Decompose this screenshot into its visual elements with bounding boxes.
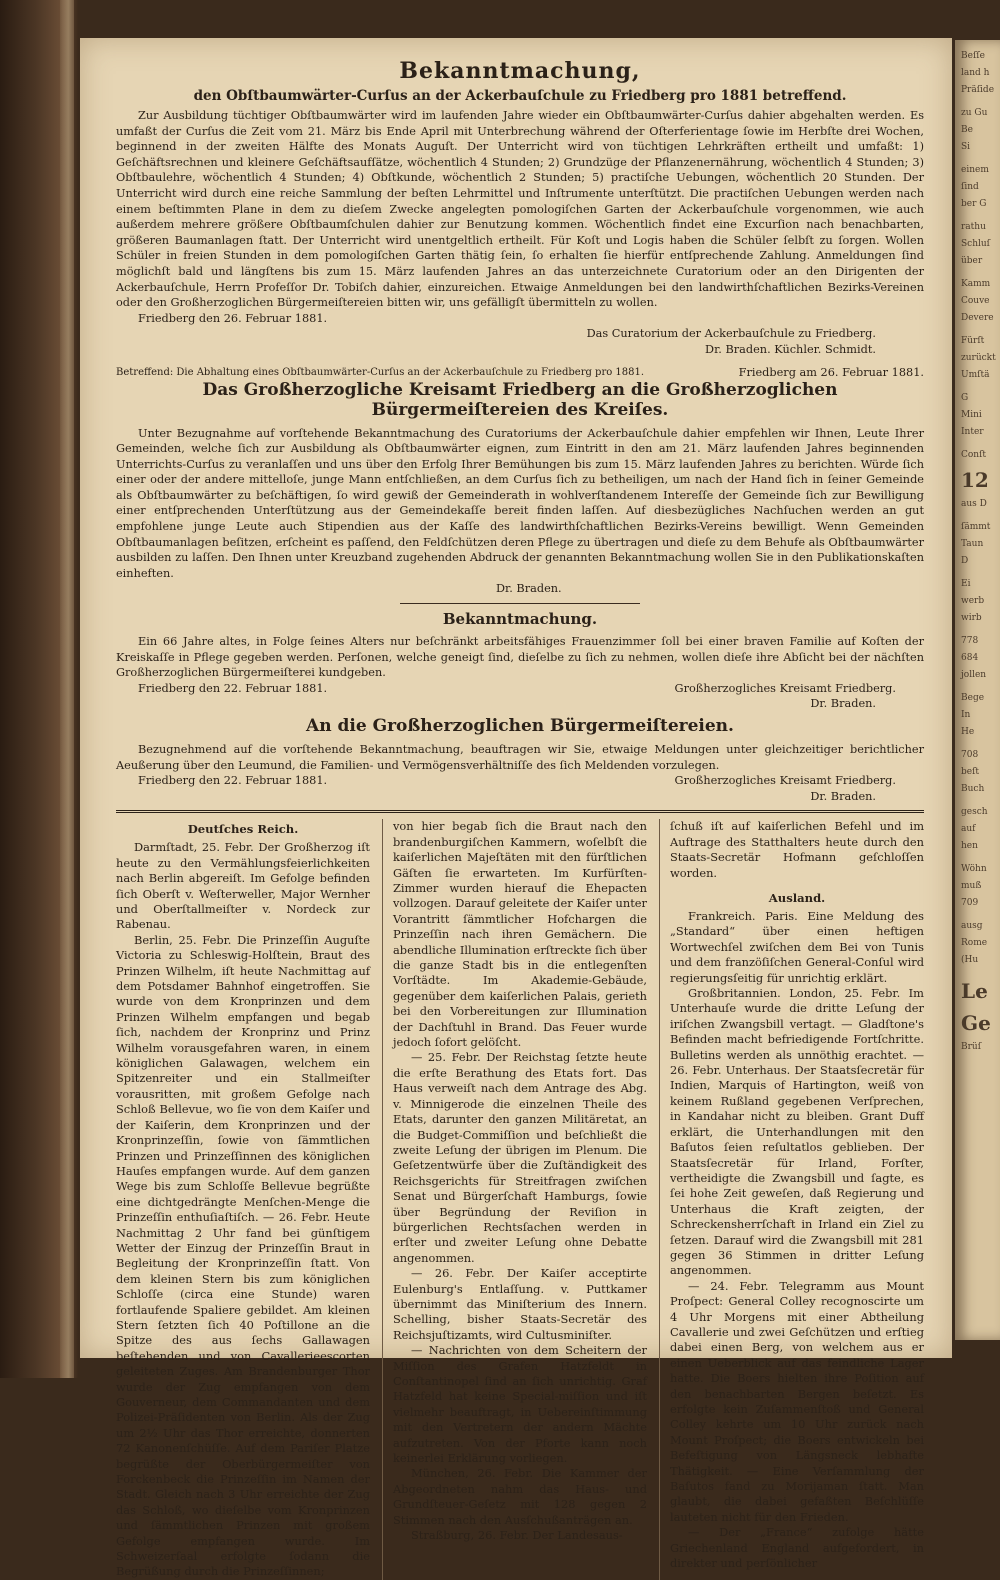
adjacent-page-fragment: werb [961,596,985,606]
notice2-body: Unter Bezugnahme auf vorſtehende Bekanntmachung des Curatoriums der Ackerbauſchule dahier empfehlen wir Ihnen, Leute Ihrer Gemeinden, welche ſich zur Ausbildung als Obſtbaumwärter eignen, zum Eintritt in den am 21. März laufenden Jahres beginnenden Unterrichts-Curſus zu veranlaſſen und uns über den Erfolg Ihrer Bemühungen bis zum 15. März laufenden Jahres zu berichten. Würde ſich einer oder der andere mittelloſe, junge Mann entſchließen, an dem Curſus ſich zu betheiligen, um nach der Hand ſich in ſeiner Gemeinde als Obſtbaumwärter zu beſchäftigen, ſo wird gewiß der Gemeinderath in wohlverſtandenem Intereſſe der Gemeinde ſich zur Bewilligung einer entſprechenden Unterſtützung aus der Gemeindekaſſe bereit finden laſſen. Auf diesbezügliches Nachſuchen werden an gut empfohlene junge Leute auch Stipendien aus der Kaſſe des landwirthſchaftlichen Bezirks-Vereins bewilligt. Wenn Gemeinden Obſtbaumanlagen beſitzen, erſcheint es paſſend, den Feldſchützen deren Pflege zu übertragen und dieſe zu dem Behufe als Obſtbaumwärter ausbilden zu laſſen. Den Ihnen unter Kreuzband zugehenden Abdruck der genannten Bekanntmachung wollen Sie in den Publikationskaſten einheften. [116,426,924,580]
notice4-signature: Dr. Braden. [810,789,876,803]
column3-paragraph: Großbritannien. London, 25. Febr. Im Unterhauſe wurde die dritte Leſung der iriſchen Zwangsbill vertagt. — Gladſtone's Befinden macht befriedigende Fortſchritte. Bulletins werden als unnöthig erachtet. — 26. Febr. Unterhaus. Der Staatsſecretär für Indien, Marquis of Hartington, weiß von keinem Rußland gegebenen Verſprechen, in Kandahar nicht zu bleiben. Grant Duff erklärt, die Unterhandlungen mit den Baſutos ſeien reſultatlos geblieben. Der Staatsſecretär für Irland, Forſter, vertheidigte die Zwangsbill und ſagte, es ſei hohe Zeit geweſen, daß Regierung und Unterhaus die Kraft zeigten, der Schreckensherrſchaft in Irland ein Ziel zu ſetzen. Darauf wird die Zwangsbill mit 281 gegen 36 Stimmen in dritter Leſung angenommen. [670,986,924,1278]
adjacent-page-fragment: 709 [961,898,979,908]
adjacent-page-fragment: ſind [961,182,979,192]
notice4-place-date: Friedberg den 22. Februar 1881. [138,774,328,788]
adjacent-page-fragment: Schluſ [961,239,991,249]
adjacent-page-fragment: ſämmt [961,522,991,532]
adjacent-page-fragment: gesch [961,807,988,817]
double-rule [116,810,924,813]
notice4-body: Bezugnehmend auf die vorſtehende Bekanntmachung, beauftragen wir Sie, etwaige Meldungen unter gleichzeitiger berichtlicher Aeußerung über den Leumund, die Familien- und Vermögensverhältniſſe des ſich Meldenden vorzulegen. [116,743,924,772]
adjacent-page-fragment: Buch [961,784,985,794]
adjacent-page-fragment: Bege [961,693,985,703]
notice3-signature: Dr. Braden. [810,697,876,711]
adjacent-page-fragment: wirb [961,613,982,623]
notice3-body: Ein 66 Jahre altes, in Folge ſeines Alters nur beſchränkt arbeitsfähiges Frauenzimmer ſoll bei einer braven Familie auf Koſten der Kreiskaſſe in Pflege gegeben werden. Perſonen, welche geneigt ſind, dieſelbe zu ſich zu nehmen, wollen dieſe ihre Abſicht bei der nächſten Großherzoglichen Bürgermeiſterei kundgeben. [116,635,924,680]
notice1-signatures: Dr. Braden. Küchler. Schmidt. [705,342,876,356]
column2-paragraph: München, 26. Febr. Die Kammer der Abgeordneten nahm das Haus- und Grundſteuer-Geſetz mit 128 gegen 2 Stimmen nach den Ausſchußanträgen an. [393,1466,647,1527]
adjacent-page-fragment: über [961,256,983,266]
notice3-title: Bekanntmachung. [442,610,598,629]
column2-paragraph: — Nachrichten von dem Scheitern der Miſſion des Grafen Hatzfeldt in Conſtantinopel ſind an ſich unrichtig. Graf Hatzfeld hat keine Special-miſſion und iſt vielmehr beauftragt, in Uebereinſtimmung mit den Vertretern der andern Mächte aufzutreten. Von der Pforte kann noch keinerlei Erklärung vorliegen. [393,1343,647,1466]
adjacent-page-fragment: einem [961,165,989,175]
notice2-title: Das Großherzogliche Kreisamt Friedberg an die Großherzoglichen Bürgermeiſtereien des Kreiſes. [202,379,838,420]
adjacent-page-fragment: Beſſe [961,51,985,61]
notice1-subtitle: den Obſtbaumwärter-Curſus an der Ackerbauſchule zu Friedberg pro 1881 betreffend. [193,88,847,104]
adjacent-page-fragment: zu Gu [961,108,988,118]
adjacent-page-fragment: rathu [961,222,986,232]
column3-paragraph: — Der „France“ zufolge hätte Griechenland England aufgefordert, in direkter und perſönlicher [670,1525,924,1571]
adjacent-page-fragment: Conſt [961,450,987,460]
notice1-footer [116,311,924,327]
page-content [116,54,924,1580]
adjacent-page-fragment: jollen [961,670,987,680]
adjacent-page-fragment: beſt [961,767,980,777]
adjacent-page-fragment: ausg [961,921,983,931]
column2-paragraph: — 26. Febr. Der Kaiſer acceptirte Eulenburg's Entlaſſung. v. Puttkamer übernimmt das Miniſterium des Innern. Schelling, bisher Staats-Secretär des Reichsjuſtizamts, wird Cultusminiſter. [393,1266,647,1342]
column3-paragraph: Frankreich. Paris. Eine Meldung des „Standard“ über einen heftigen Wortwechſel zwiſchen dem Bei von Tunis und dem franzöſiſchen General-Conſul wird regierungsſeitig für unrichtig erklärt. [670,909,924,985]
adjacent-page-fragment: muß [961,881,982,891]
adjacent-page-fragment: Le [961,979,988,1003]
adjacent-page-fragment: Devere [961,313,994,323]
adjacent-page-fragment: Mini [961,410,982,420]
notice4-footer [116,773,924,789]
notice1-body: Zur Ausbildung tüchtiger Obſtbaumwärter wird im laufenden Jahre wieder ein Obſtbaumwärter-Curſus dahier abgehalten werden. Es umfaßt der Curſus die Zeit vom 21. März bis Ende April mit Unterbrechung während der Oſterferientage ſowie im Herbſte drei Wochen, beginnend in der zweiten Hälfte des Monats Auguſt. Der Unterricht wird von tüchtigen Lehrkräften ertheilt und umfaßt: 1) Geſchäftsrechnen und kleinere Geſchäftsaufſätze, wöchentlich 4 Stunden; 2) Grundzüge der Pflanzenernährung, wöchentlich 4 Stunden; 3) Obſtbaulehre, wöchentlich 4 Stunden; 4) Obſtkunde, wöchentlich 2 Stunden; 5) practiſche Uebungen, wöchentlich 20 Stunden. Der Unterricht wird durch eine reiche Sammlung der beſten Lehrmittel und Inſtrumente unterſtützt. Die practiſchen Uebungen werden nach einem beſtimmten Plane in dem zu dieſem Zwecke angelegten pomologiſchen Garten der Ackerbauſchule vorgenommen, wie auch außerdem mehrere größere Obſtbaumſchulen dahier zur Benutzung kommen. Wöchentlich findet eine Excurſion nach benachbarten, größeren Baumanlagen ſtatt. Der Unterricht wird unentgeltlich ertheilt. Für Koſt und Logis haben die Schüler ſelbſt zu ſorgen. Wollen Schüler in freien Stunden in dem pomologiſchen Garten thätig ſein, ſo erhalten ſie hierfür entſprechende Zahlung. Anmeldungen ſind möglichſt bald und längſtens bis zum 15. März laufenden Jahres an das unterzeichnete Curatorium oder an den Dirigenten der Ackerbauſchule, Herrn Profeſſor Dr. Tobiſch dahier, einzureichen. Etwaige Anmeldungen bei den landwirthſchaftlichen Bezirks-Vereinen oder den Großherzoglichen Bürgermeiſtereien bitten wir, uns gefälligſt übermitteln zu wollen. [116,109,924,310]
adjacent-page-fragment: He [961,727,975,737]
section-divider [400,603,640,604]
adjacent-page-fragment: Wöhn [961,864,987,874]
column3-heading: Ausland. [768,891,826,905]
newspaper-page [80,38,952,1579]
column3-paragraph: ſchuß iſt auf kaiſerlichen Befehl und im Auftrage des Statthalters heute durch den Staats-Secretär Hofmann geſchloſſen worden. [670,819,924,880]
adjacent-page-fragment: Rome [961,938,988,948]
adjacent-page-fragment: hen [961,841,978,851]
adjacent-page-fragment: Taun [961,539,984,549]
column-2 [382,819,647,1580]
adjacent-page-fragment: auf [961,824,976,834]
notice3-issuer: Großherzogliches Kreisamt Friedberg. [674,681,896,695]
adjacent-page-fragment: 778 [961,636,979,646]
adjacent-page-fragment: (Hu [961,955,979,965]
column2-paragraph: von hier begab ſich die Braut nach den brandenburgiſchen Kammern, woſelbſt die kaiſerlichen Majeſtäten mit den fürſtlichen Gäſten ſie erwarteten. Im Kurfürſten-Zimmer wurden hierauf die Ehepacten vollzogen. Darauf geleitete der Kaiſer unter Vorantritt ſämmtlicher Hofchargen die Prinzeſſin nach ihren Gemächern. Die abendliche Illumination erſtreckte ſich über die ganze Stadt bis in die entlegenſten Vorſtädte. Im Akademie-Gebäude, gegenüber dem kaiſerlichen Palais, gerieth bei den Vorbereitungen zur Illumination der Dachſtuhl in Brand. Das Feuer wurde jedoch ſofort gelöſcht. [393,819,647,1050]
adjacent-page-strip [955,40,1000,1340]
page-edge [60,0,74,1378]
adjacent-page-fragment: Kamm [961,279,991,289]
notice2-signature: Dr. Braden. [496,582,562,596]
adjacent-page-fragment: Brüſ [961,1042,982,1052]
adjacent-page-fragment: 12 [961,468,989,492]
notice3-footer [116,681,924,697]
notice1-place-date: Friedberg den 26. Februar 1881. [138,311,328,325]
notice2-ref: Betreffend: Die Abhaltung eines Obſtbaumwärter-Curſus an der Ackerbauſchule zu Friedberg pro 1881. [116,366,645,378]
column-1 [116,819,370,1580]
column2-paragraph: — 25. Febr. Der Reichstag ſetzte heute die erſte Berathung des Etats fort. Das Haus verweiſt nach dem Antrage des Abg. v. Minnigerode die einzelnen Theile des Etats, darunter den ganzen Militäretat, an die Budget-Commiſſion und beſchließt die zweite Leſung der übrigen im Plenum. Die Geſetzentwürfe über die Zuſtändigkeit des Reichsgerichts für Streitfragen zwiſchen Senat und Bürgerſchaft Hamburgs, ſowie über Begründung der Reviſion in bürgerlichen Rechtsſachen werden in erſter und zweiter Leſung ohne Debatte angenommen. [393,1050,647,1265]
column2-paragraph: Straßburg, 26. Febr. Der Landesaus- [411,1528,623,1543]
adjacent-page-fragment: Ei [961,579,971,589]
adjacent-page-fragment: aus D [961,499,987,509]
notice4-issuer: Großherzogliches Kreisamt Friedberg. [674,774,896,788]
news-columns [116,819,924,1580]
adjacent-page-fragment: Ge [961,1011,991,1035]
notice3-place-date: Friedberg den 22. Februar 1881. [138,681,328,695]
notice2-ref-row [116,366,924,380]
adjacent-page-fragment: Umſtä [961,370,990,380]
adjacent-page-fragment: 684 [961,653,979,663]
adjacent-page-fragment: ber G [961,199,987,209]
adjacent-page-fragment: Be [961,125,973,135]
adjacent-page-fragment: Fürſt [961,336,985,346]
adjacent-page-fragment: zurückt [961,353,996,363]
adjacent-page-fragment: D [961,556,969,566]
column1-paragraph: Berlin, 25. Febr. Die Prinzeſſin Auguſte Victoria zu Schleswig-Holſtein, Braut des Prinzen Wilhelm, iſt heute Nachmittag auf dem Potsdamer Bahnhof eingetroffen. Sie wurde von dem Kronprinzen und dem Prinzen Wilhelm empfangen und begab ſich, nachdem der Kronprinz und Prinz Wilhelm vorausgefahren waren, in einem königlichen Galawagen, welchem ein Spitzenreiter und ein Stallmeiſter vorausritten, mit großem Gefolge nach Schloß Bellevue, wo ſie von dem Kaiſer und der Kaiſerin, dem Kronprinzen und der Kronprinzeſſin, ſowie von ſämmtlichen Prinzen und Prinzeſſinnen des königlichen Hauſes empfangen wurde. Auf dem ganzen Wege bis zum Schloſſe Bellevue begrüßte eine dichtgedrängte Menſchen-Menge die Prinzeſſin enthuſiaſtiſch. — 26. Febr. Heute Nachmittag 2 Uhr fand bei günſtigem Wetter der Einzug der Prinzeſſin Braut in Begleitung der Kronprinzeſſin ſtatt. Von dem kleinen Stern bis zum königlichen Schloſſe (circa eine Stunde) waren fortlaufende Spaliere gebildet. Am kleinen Stern ſetzten ſich 40 Poſtillone an die Spitze des aus ſechs Gallawagen beſtehenden und von Cavallerieescorten geleiteten Zuges. Am Brandenburger Thor wurde der Zug empfangen von dem Gouverneur, dem Commandanten und dem Polizei-Präſidenten von Berlin. Als der Zug um 2½ Uhr das Thor erreichte, donnerten 72 Kanonenſchüſſe. Auf dem Pariſer Platze begrüßte der Oberbürgermeiſter von Forckenbeck die Prinzeſſin im Namen der Stadt. Gleich nach 3 Uhr erreichte der Zug das Schloß, wo dieſelbe vom Kronprinzen und ſämmtlichen Prinzen mit großem Gefolge empfangen wurde. Im Schweizerſaal erfolgte ſodann die Begrüßung durch die Prinzeſſinnen; [116,932,370,1579]
notice1-issuer: Das Curatorium der Ackerbauſchule zu Friedberg. [586,327,876,341]
column-3 [659,819,924,1580]
adjacent-page-fragment: Präſide [961,85,995,95]
adjacent-page-fragment: land h [961,68,990,78]
adjacent-page-fragment: In [961,710,971,720]
adjacent-page-fragment: 708 [961,750,979,760]
adjacent-page-fragment: G [961,393,969,403]
column1-paragraph: Darmſtadt, 25. Febr. Der Großherzog iſt heute zu den Vermählungsfeierlichkeiten nach Berlin abgereiſt. Im Gefolge befinden ſich Oberſt v. Weſterweller, Major Wernher und Oberſtallmeiſter v. Nordeck zur Rabenau. [116,840,370,932]
column3-paragraph: — 24. Febr. Telegramm aus Mount Proſpect: General Colley recognoscirte um 4 Uhr Morgens mit einer Abtheilung Cavallerie und zwei Geſchützen und erſtieg dabei einen Berg, von welchem aus er einen Ueberblick auf das feindliche Lager hatte. Die Boers hielten ihre Poſition auf den benachbarten Bergen beſetzt. Es erfolgte kein Zuſammenſtoß und General Colley kehrte um 10 Uhr zurück nach Mount Proſpect; die Boers entwickeln bei Befeſtigung von Längsneck lebhafte Thätigkeit. — Eine Verſammlung der Baſutos fand zu Morijaman ſtatt. Man glaubt, die dabei gefaßten Beſchlüſſe lauteten nicht für den Frieden. [670,1278,924,1524]
adjacent-page-fragment: Couve [961,296,990,306]
adjacent-page-fragment: Si [961,142,971,152]
notice1-title: Bekanntmachung, [399,58,641,84]
adjacent-page-fragment: Inter [961,427,984,437]
notice4-title: An die Großherzoglichen Bürgermeiſtereien. [306,716,734,736]
notice2-ref-date: Friedberg am 26. Februar 1881. [738,365,924,379]
column1-heading: Deutſches Reich. [187,822,299,837]
